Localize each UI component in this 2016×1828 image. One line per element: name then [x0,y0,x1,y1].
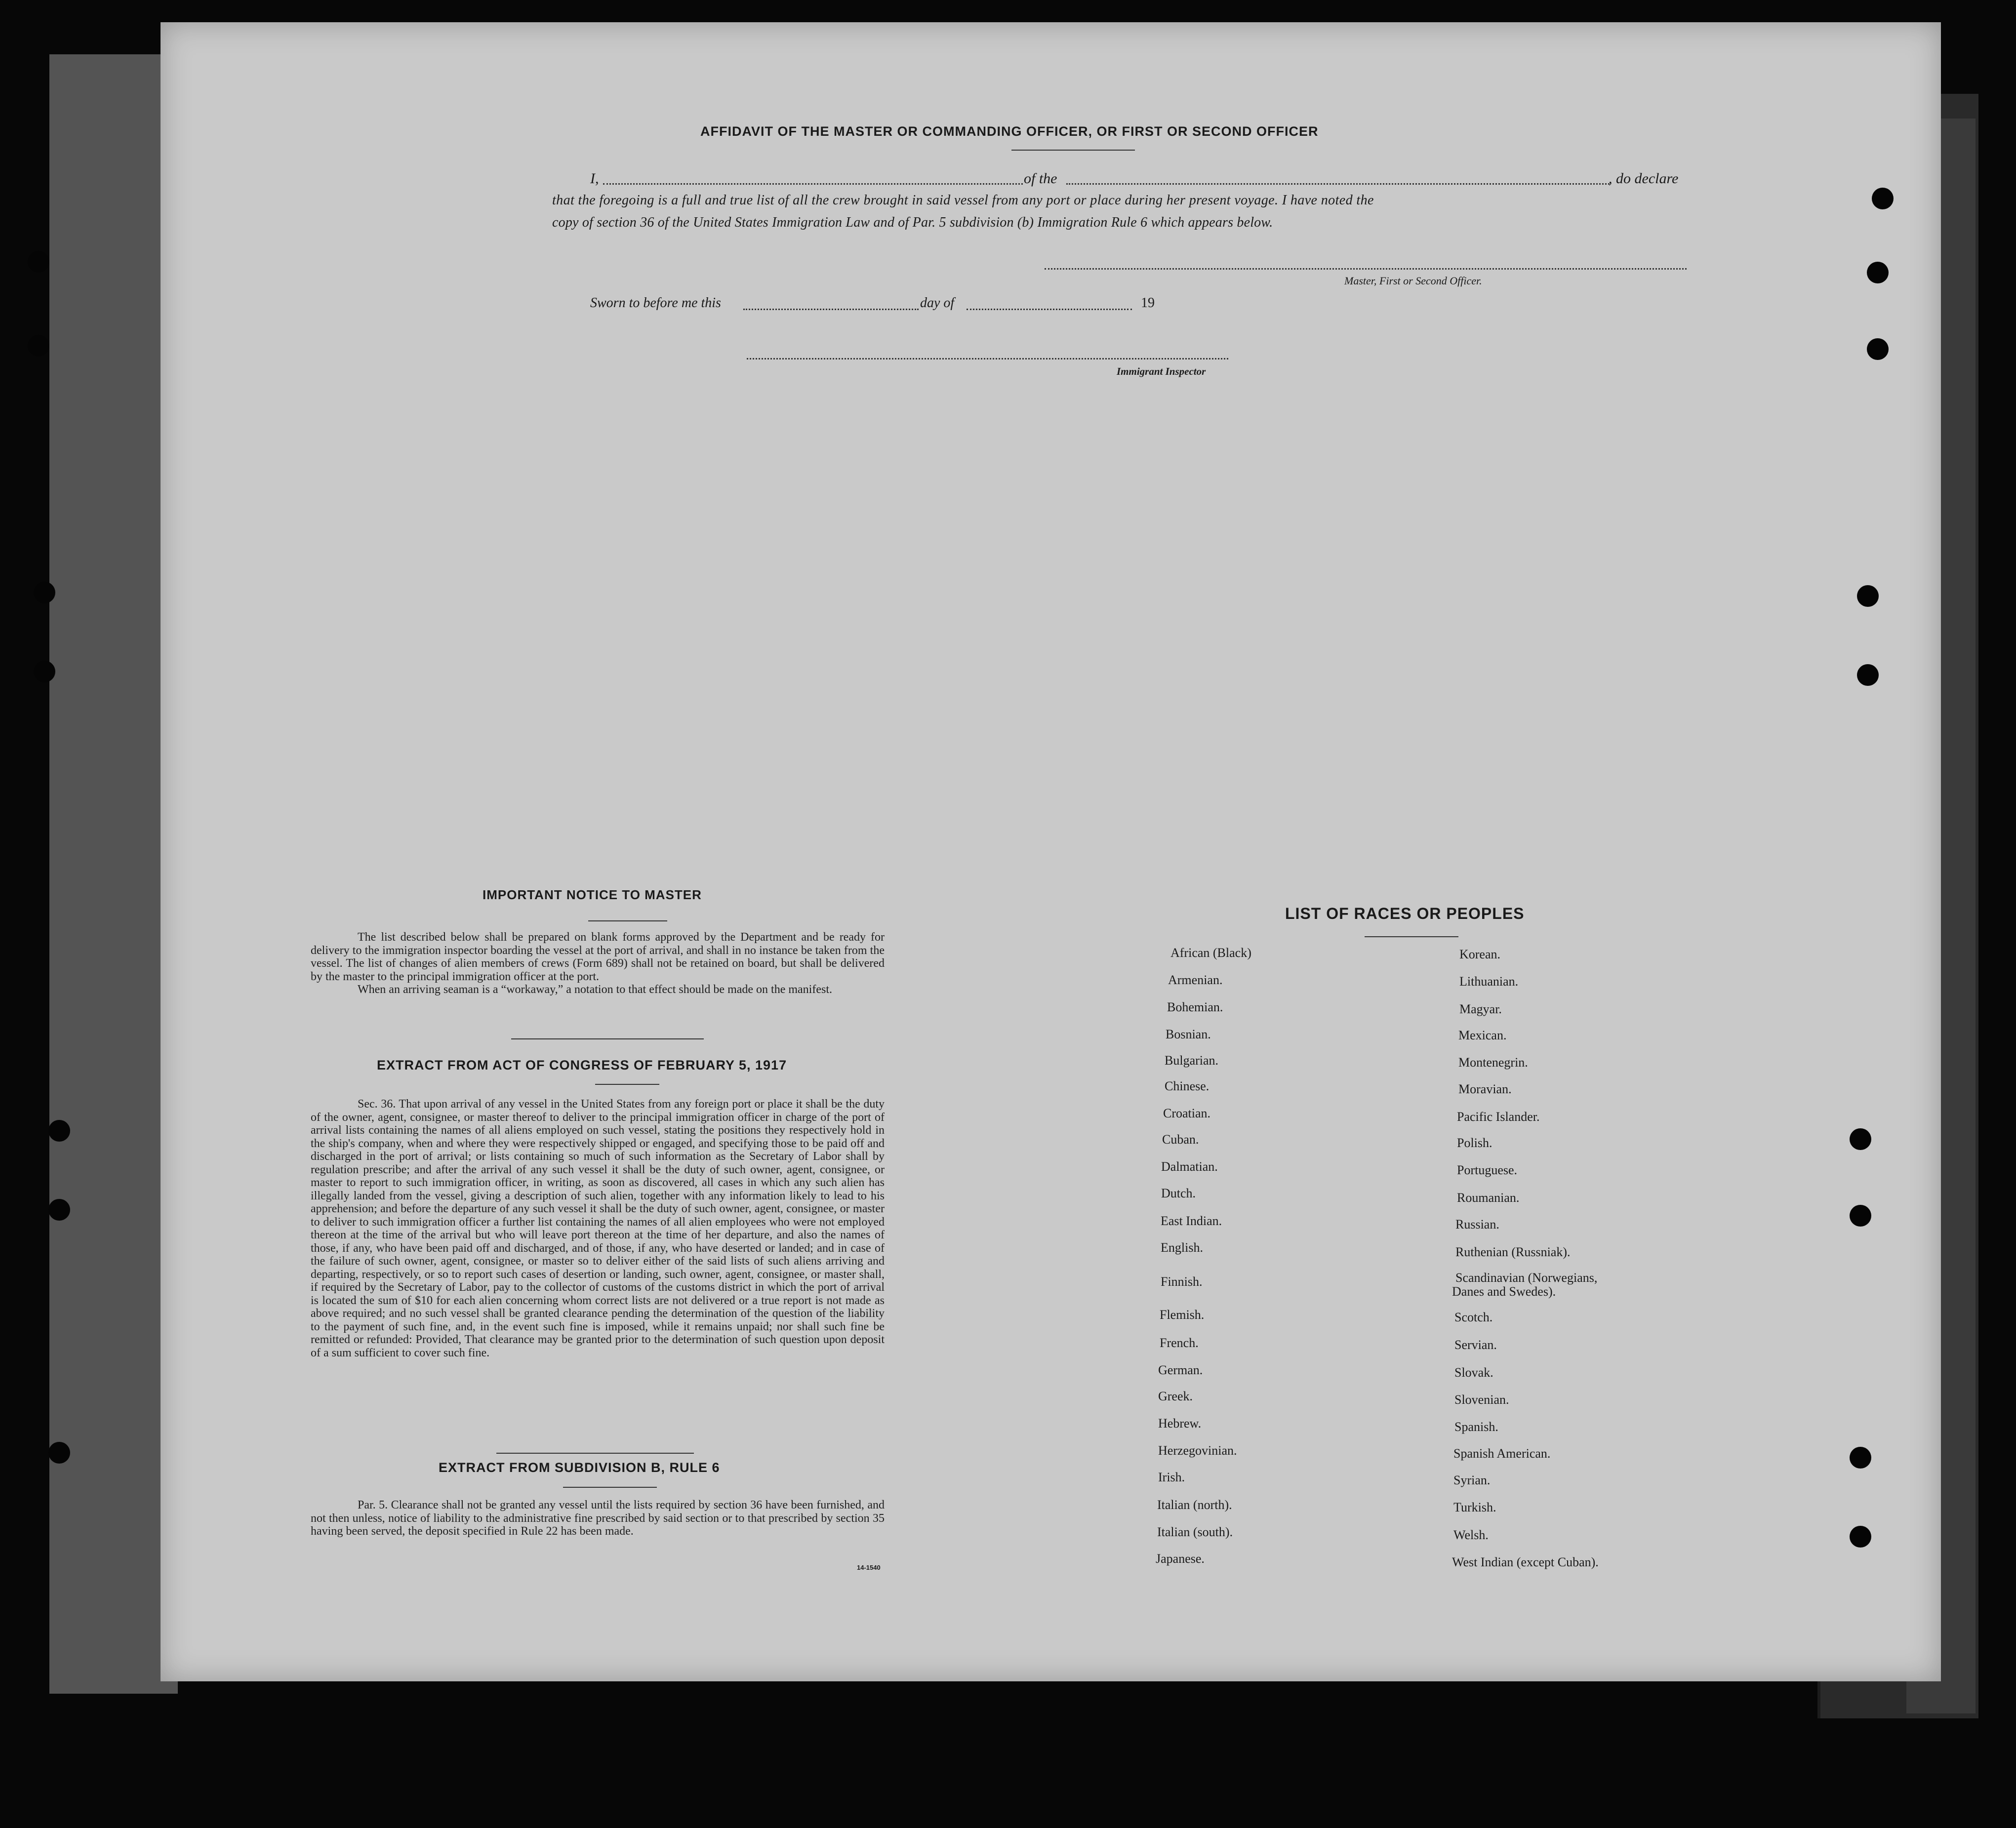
race-right-item: Scandinavian (Norwegians, [1455,1271,1598,1285]
notice-paragraph-1: The list described below shall be prepared on blank forms approved by the Department and be ready for delivery to the immigration inspector boarding the vessel at the port of arrival, and shall in no instance be taken from the vessel. The list of changes of alien members of crews (Form 689) shall not be retained on board, but shall be delivered by the master to the principal immigration officer at the port. [311,931,885,983]
race-left-item: Bohemian. [1167,1000,1223,1014]
binder-hole [1872,188,1894,209]
section-divider [496,1453,694,1454]
binder-hole [34,661,55,682]
race-left-item: Japanese. [1156,1551,1205,1566]
races-underline [1365,936,1458,937]
notice-paragraph-2: When an arriving seaman is a “workaway,” a notation to that effect should be made on the manifest. [358,983,832,996]
race-left-item: Cuban. [1162,1132,1199,1147]
race-left-item: Italian (north). [1157,1498,1232,1512]
race-scandinavian-continued: Danes and Swedes). [1452,1284,1556,1299]
notice-body [311,931,885,996]
binder-hole [34,582,55,603]
section-36-text: Sec. 36. That upon arrival of any vessel in the United States from any foreign port or place it shall be the duty of the owner, agent, consignee, or master thereof to deliver to the principal immigration officer in charge of the port of arrival lists containing the names of all aliens employed on such vessel, stating the positions they respectively hold in the ship's company, when and where they were respectively shipped or engaged, and specifying those to be paid off and discharged in the port of arrival; or lists containing so much of such information as the Secretary of Labor shall by regulation prescribe; and after the arrival of any such vessel it shall be the duty of such owner, agent, consignee, or master to report to such immigration officer, in writing, as soon as discovered, all cases in which any such alien has illegally landed from the vessel, giving a description of such alien, together with any information likely to lead to his apprehension; and before the departure of any such vessel it shall be the duty of such owner, agent, consignee, or master to deliver to such immigration officer a further list containing the names of all alien employees who were not employed thereon at the time of the arrival but who will leave port thereon at the time of her departure, and also the names of those, if any, who have been paid off and discharged, and of those, if any, who have deserted or landed; and in case of the failure of such owner, agent, consignee, or master so to deliver either of the said lists of such aliens arriving and departing, respectively, or so to report such cases of desertion or landing, such owner, agent, consignee, or master shall, if required by the Secretary of Labor, pay to the collector of customs of the customs district in which the port of arrival is located the sum of $10 for each alien concerning whom correct lists are not delivered or a true report is not made as above required; and no such vessel shall be granted clearance pending the determination of the question of the liability to the payment of such fine, and, in the event such fine is imposed, while it remains unpaid; nor shall such fine be remitted or refunded: Provided, That clearance may be granted prior to the determination of such question upon deposit of a sum sufficient to cover such fine. [311,1098,885,1359]
races-title: LIST OF RACES OR PEOPLES [1285,905,1525,922]
binder-hole [1850,1447,1871,1469]
race-right-item: Ruthenian (Russniak). [1455,1245,1571,1259]
race-left-item: Italian (south). [1157,1525,1233,1539]
race-right-item: Portuguese. [1457,1163,1518,1177]
affidavit-declare: , do declare [1609,170,1679,187]
binder-hole [48,1120,70,1142]
race-right-item: Turkish. [1453,1500,1496,1514]
race-right-item: Lithuanian. [1459,974,1519,989]
race-left-item: Bosnian. [1166,1027,1211,1041]
race-left-item: Dutch. [1161,1186,1196,1200]
race-left-item: Bulgarian. [1165,1053,1219,1068]
rule-extract-body [311,1499,885,1538]
sworn-day-field[interactable] [743,309,919,310]
race-left-item: Armenian. [1168,973,1223,987]
race-right-item: Spanish American. [1453,1446,1551,1461]
race-left-item: German. [1158,1363,1203,1377]
race-left-item: Hebrew. [1158,1416,1202,1431]
binder-hole [28,335,49,357]
affidavit-line-3: copy of section 36 of the United States Immigration Law and of Par. 5 subdivision (b) Immigration Rule 6 which appears below. [552,215,1273,230]
affidavit-line-2: that the foregoing is a full and true list of all the crew brought in said vessel from any port or place during her present voyage. I have noted the [552,193,1374,208]
act-extract-body [311,1098,885,1359]
race-right-item: Slovak. [1454,1365,1493,1380]
race-right-item: Welsh. [1453,1528,1489,1542]
vessel-name-field[interactable] [1066,183,1610,185]
race-left-item: African (Black) [1170,946,1251,960]
race-left-item: Croatian. [1163,1106,1211,1120]
inspector-caption: Immigrant Inspector [1117,365,1206,377]
binder-hole [1857,664,1879,686]
binder-hole [1850,1526,1871,1548]
race-right-item: Scotch. [1454,1310,1493,1324]
act-underline [595,1084,659,1085]
race-right-item: Korean. [1459,947,1501,961]
sworn-label: Sworn to before me this [590,295,721,311]
act-extract-title: EXTRACT FROM ACT OF CONGRESS OF FEBRUARY 5, 1917 [377,1058,787,1073]
race-left-item: English. [1161,1240,1203,1255]
race-right-item: Pacific Islander. [1457,1110,1540,1124]
affidavit-of-the: of the [1024,170,1057,187]
race-right-item: Moravian. [1458,1082,1512,1096]
race-right-item: Polish. [1457,1136,1492,1150]
race-left-item: Dalmatian. [1161,1159,1218,1174]
race-left-item: French. [1160,1336,1199,1350]
binder-hole [1867,338,1889,360]
race-left-item: Herzegovinian. [1158,1443,1237,1458]
race-right-item: Roumanian. [1457,1191,1520,1205]
race-left-item: East Indian. [1161,1214,1222,1228]
rule-underline [563,1487,657,1488]
sworn-month-field[interactable] [967,309,1132,310]
affidavit-title: AFFIDAVIT OF THE MASTER OR COMMANDING OFFICER, OR FIRST OR SECOND OFFICER [700,124,1319,139]
form-number: 14-1540 [857,1564,881,1571]
race-left-item: Flemish. [1160,1308,1205,1322]
race-left-item: Greek. [1158,1389,1193,1403]
race-left-item: Chinese. [1165,1079,1210,1093]
day-of-label: day of [920,295,955,311]
binder-hole [48,1199,70,1221]
binder-hole [1850,1128,1871,1150]
race-left-item: Irish. [1158,1470,1185,1484]
affidavit-line-i: I, [590,170,599,187]
race-right-item: West Indian (except Cuban). [1452,1555,1599,1569]
master-signature-field[interactable] [1045,268,1687,270]
crew-name-field[interactable] [603,183,1023,185]
race-right-item: Magyar. [1459,1002,1502,1016]
race-right-item: Spanish. [1454,1420,1498,1434]
inspector-signature-field[interactable] [747,358,1228,359]
par-5-text: Par. 5. Clearance shall not be granted any vessel until the lists required by section 36 have been furnished, and not then unless, notice of liability to the administrative fine prescribed by said section or to that prescribed by section 35 having been served, the deposit specified in Rule 22 has been made. [311,1499,885,1538]
binder-hole [1867,262,1889,283]
race-right-item: Russian. [1455,1217,1499,1232]
signature-caption: Master, First or Second Officer. [1344,275,1482,287]
race-right-item: Syrian. [1453,1473,1491,1487]
binder-hole [1850,1205,1871,1227]
race-right-item: Slovenian. [1454,1392,1509,1407]
rule-extract-title: EXTRACT FROM SUBDIVISION B, RULE 6 [439,1460,720,1475]
notice-underline [588,920,667,921]
race-right-item: Mexican. [1458,1028,1507,1042]
section-divider [511,1038,704,1039]
document-page [161,22,1941,1681]
notice-title: IMPORTANT NOTICE TO MASTER [483,887,702,902]
binder-hole [48,1442,70,1464]
title-underline [1011,150,1135,151]
race-right-item: Montenegrin. [1458,1055,1528,1070]
binder-hole [28,251,49,273]
race-right-item: Servian. [1454,1338,1497,1352]
race-left-item: Finnish. [1161,1274,1203,1289]
year-prefix: 19 [1141,295,1155,311]
binder-hole [1857,585,1879,607]
